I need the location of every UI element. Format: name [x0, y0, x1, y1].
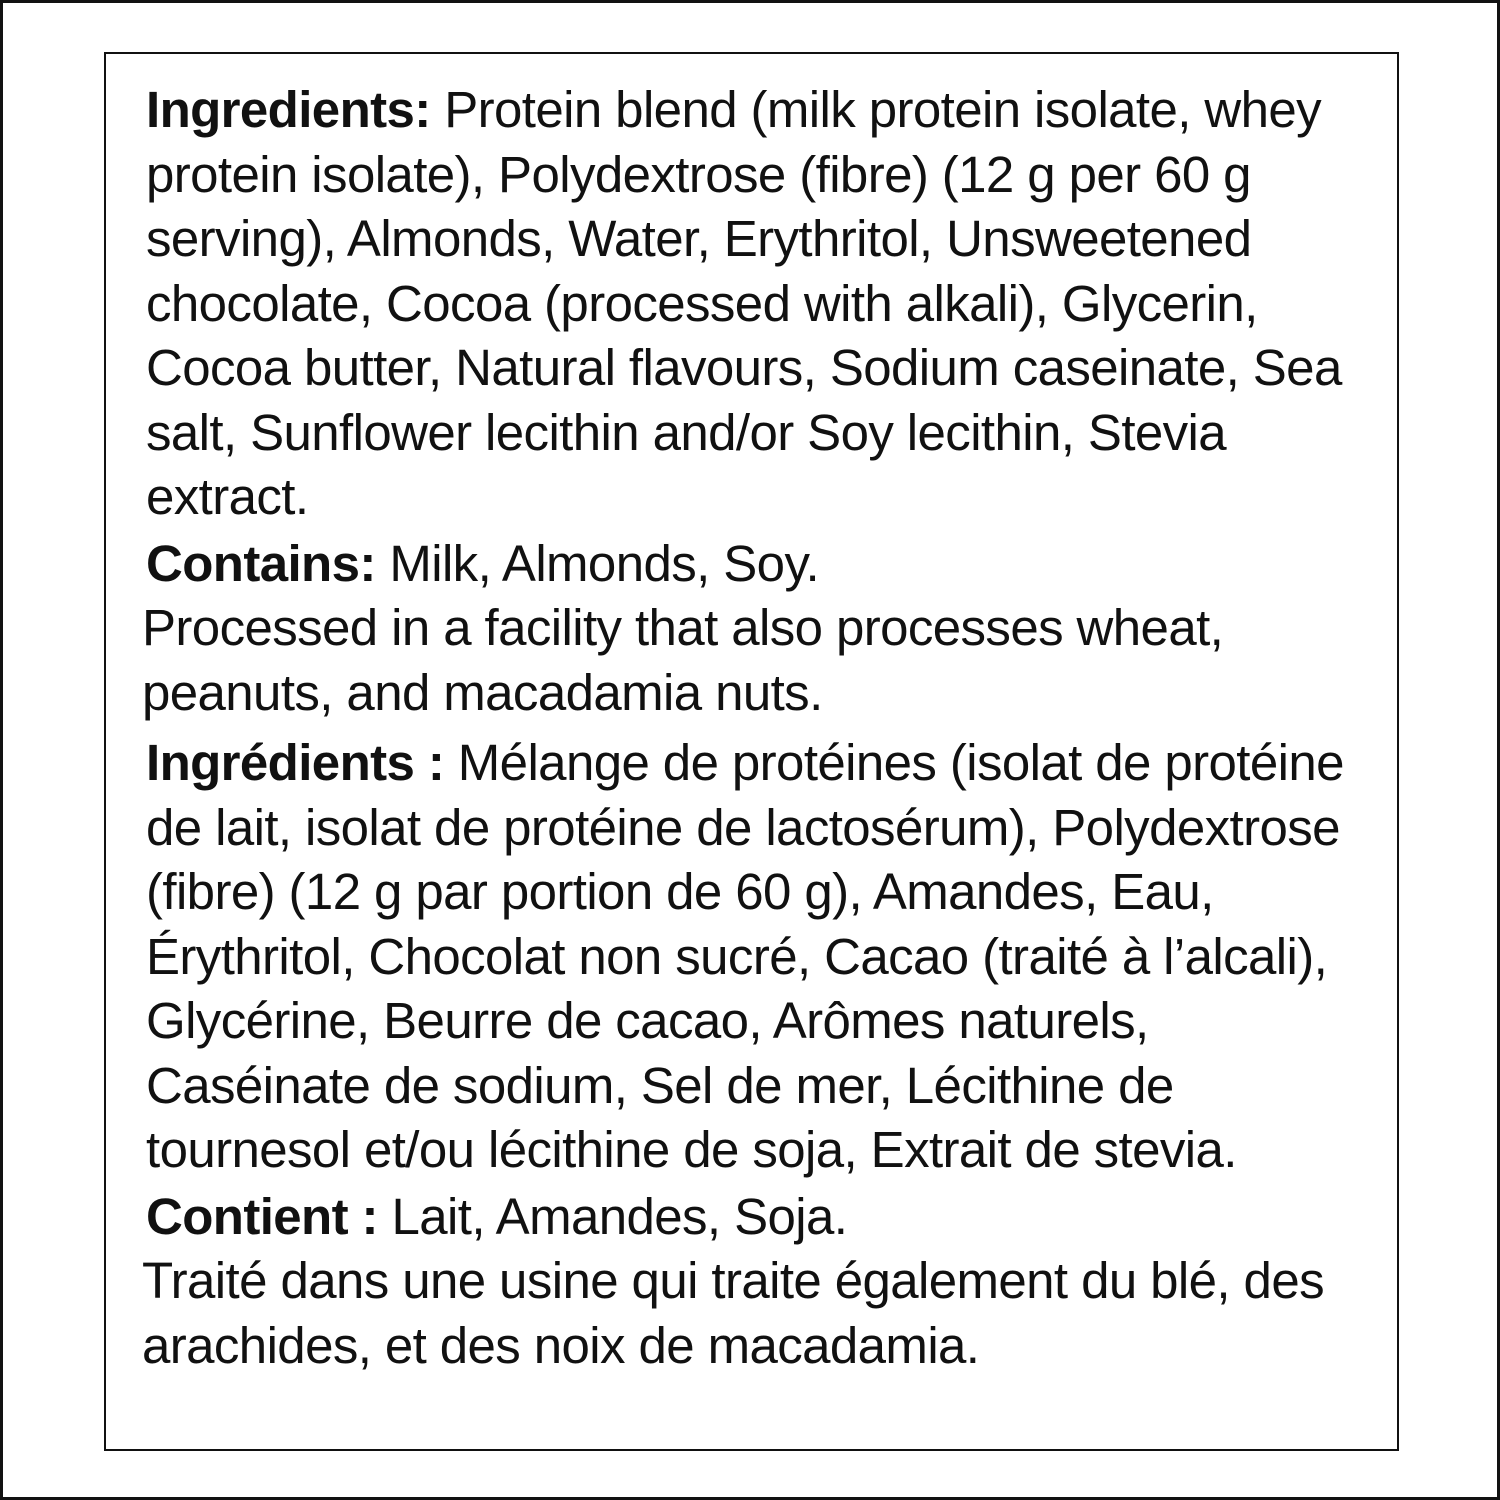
label-text-block — [142, 78, 1386, 1378]
english-facility-statement: Processed in a facility that also processes wheat, peanuts, and macadamia nuts. — [142, 599, 1224, 721]
french-contains-heading: Contient : — [146, 1187, 378, 1245]
english-ingredients-text: Protein blend (milk protein isolate, whey protein isolate), Polydextrose (fibre) (12 g per 60 g serving), Almonds, Water, Erythritol, Unsweetened chocolate, Cocoa (processed with alkali), Glycerin, Cocoa butter, Natural flavours, Sodium caseinate, Sea salt, Sunflower lecithin and/or Soy lecithin, Stevia extract. — [146, 81, 1342, 525]
french-ingredients-paragraph — [146, 731, 1386, 1183]
english-contains-text: Milk, Almonds, Soy. — [375, 534, 820, 592]
english-contains-paragraph — [146, 532, 1386, 597]
english-contains-heading: Contains: — [146, 534, 376, 592]
french-ingredients-heading: Ingrédients : — [146, 734, 445, 791]
english-ingredients-paragraph — [146, 78, 1386, 530]
french-facility-statement: Traité dans une usine qui traite également du blé, des arachides, et des noix de macadamia. — [142, 1252, 1324, 1374]
french-contains-paragraph — [146, 1185, 1386, 1250]
english-ingredients-heading: Ingredients: — [146, 81, 431, 138]
ingredients-label-box — [104, 52, 1399, 1451]
french-ingredients-text: Mélange de protéines (isolat de protéine de lait, isolat de protéine de lactosérum), Polydextrose (fibre) (12 g par portion de 60 g), Amandes, Eau, Érythritol, Chocolat non sucré, Cacao (traité à l’alcali), Glycérine, Beurre de cacao, Arômes naturels, Caséinate de sodium, Sel de mer, Lécithine de tournesol et/ou lécithine de soja, Extrait de stevia. — [146, 734, 1344, 1178]
french-contains-text: Lait, Amandes, Soja. — [377, 1187, 848, 1245]
